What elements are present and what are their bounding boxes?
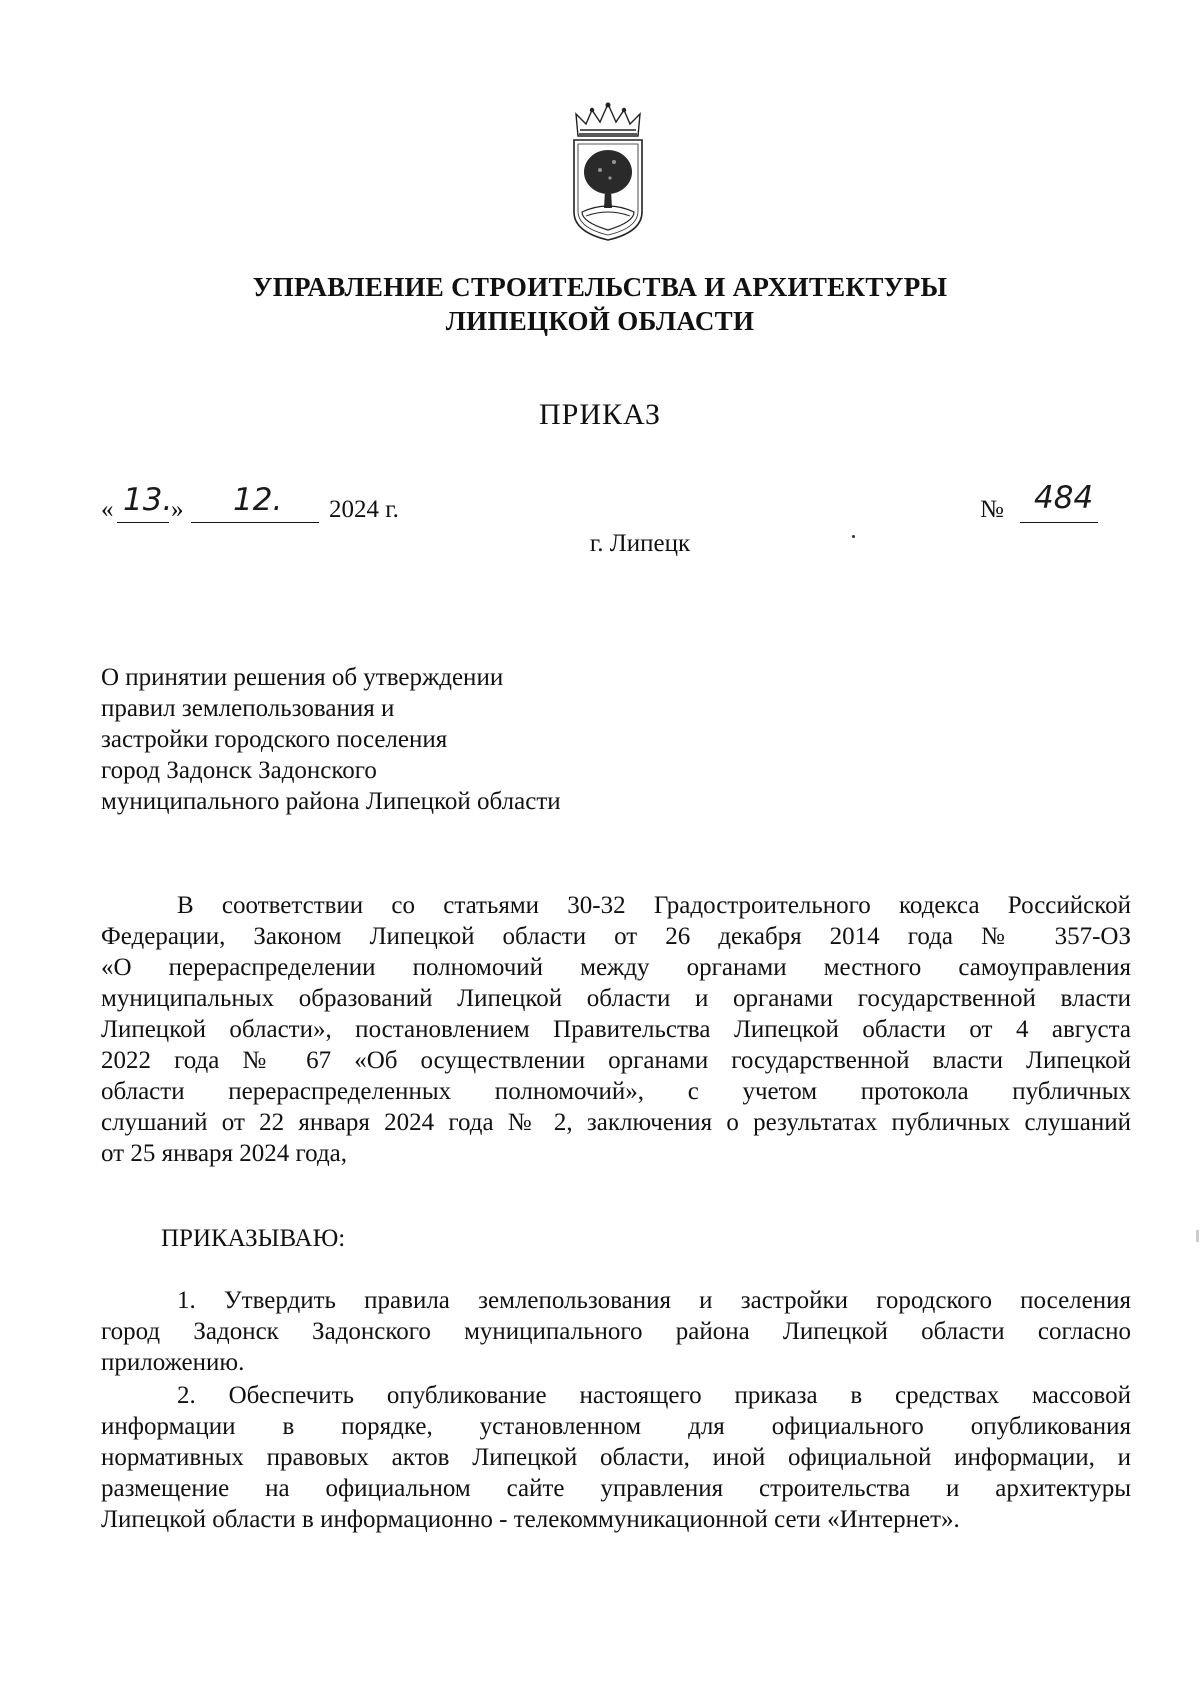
preamble-paragraph [101, 890, 1131, 1169]
preamble-line: муниципальных образований Липецкой области и органами государственной власти [101, 985, 1131, 1012]
subject-line: город Задонск Задонского [101, 757, 377, 784]
date-year: 2024 г. [329, 496, 399, 523]
order-item-1 [101, 1285, 1131, 1378]
document-date [101, 482, 461, 528]
preamble-line: В соответствии со статьями 30-32 Градостроительного кодекса Российской [177, 892, 1131, 919]
preamble-line: слушаний от 22 января 2024 года № 2, заключения о результатах публичных слушаний [101, 1109, 1131, 1136]
preamble-line: области перераспределенных полномочий», с учетом протокола публичных [101, 1078, 1131, 1105]
item-line: 2. Обеспечить опубликование настоящего приказа в средствах массовой [177, 1382, 1131, 1409]
organization-name-line-1: УПРАВЛЕНИЕ СТРОИТЕЛЬСТВА И АРХИТЕКТУРЫ [252, 272, 948, 302]
number-handwritten: 484 [1034, 480, 1094, 516]
document-city: г. Липецк [589, 530, 691, 557]
number-sign: № [980, 496, 1004, 523]
document-type-title: ПРИКАЗ [539, 398, 661, 431]
preamble-line: Федерации, Законом Липецкой области от 26 декабря 2014 года № 357-ОЗ [101, 923, 1131, 950]
item-line: 1. Утвердить правила землепользования и застройки городского поселения [177, 1287, 1131, 1314]
preamble-line: 2022 года № 67 «Об осуществлении органами государственной власти Липецкой [101, 1047, 1131, 1074]
date-open-quote: « [101, 496, 114, 523]
order-word: ПРИКАЗЫВАЮ: [161, 1225, 346, 1252]
item-line: Липецкой области в информационно - телекоммуникационной сети «Интернет». [101, 1506, 960, 1533]
date-day-underline [117, 522, 169, 523]
number-underline [1020, 522, 1098, 523]
item-line: город Задонск Задонского муниципального района Липецкой области согласно [101, 1318, 1131, 1345]
item-line: размещение на официальном сайте управления строительства и архитектуры [101, 1475, 1131, 1502]
scan-edge-mark [1196, 1230, 1199, 1242]
document-number [980, 480, 1100, 528]
order-item-2 [101, 1380, 1131, 1535]
preamble-line: «О перераспределении полномочий между органами местного самоуправления [101, 954, 1131, 981]
subject-line: правил землепользования и [101, 695, 395, 722]
item-line: нормативных правовых актов Липецкой области, иной официальной информации, и [101, 1444, 1131, 1471]
subject-line: муниципального района Липецкой области [101, 788, 561, 815]
coat-of-arms-emblem [570, 100, 646, 242]
preamble-line: от 25 января 2024 года, [101, 1140, 348, 1167]
subject-line: застройки городского поселения [101, 726, 448, 753]
document-subject [101, 662, 561, 817]
subject-line: О принятии решения об утверждении [101, 664, 504, 691]
date-month-handwritten: 12. [233, 482, 283, 518]
date-close-quote: » [171, 496, 184, 523]
item-line: приложению. [101, 1349, 245, 1376]
organization-name-line-2: ЛИПЕЦКОЙ ОБЛАСТИ [445, 306, 755, 336]
date-month-underline [191, 522, 319, 523]
scan-speck [852, 535, 855, 538]
date-day-handwritten: 13. [123, 482, 173, 518]
preamble-line: Липецкой области», постановлением Правительства Липецкой области от 4 августа [101, 1016, 1131, 1043]
item-line: информации в порядке, установленном для официального опубликования [101, 1413, 1131, 1440]
